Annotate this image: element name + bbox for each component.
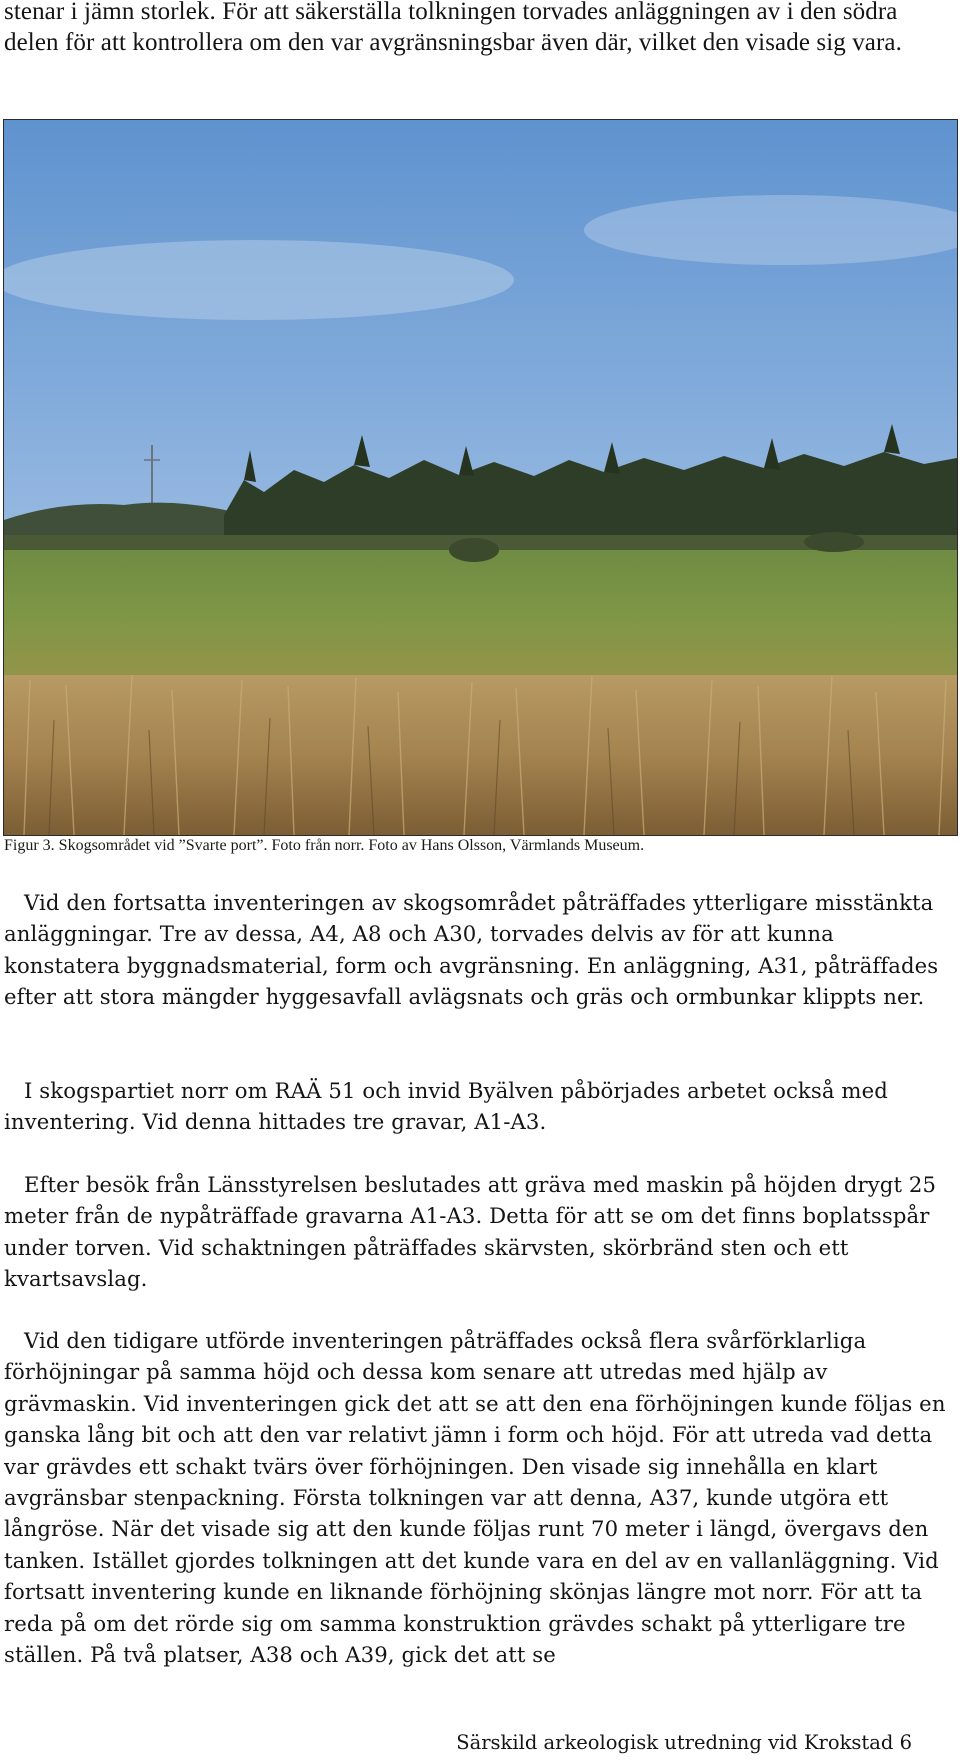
paragraph-intro: stenar i jämn storlek. För att säkerställa tolkningen torvades anläggningen av i den södra delen för att kontrollera om den var avgränsningsbar även där, vilket den visade sig vara. — [4, 0, 902, 56]
page-footer — [456, 1730, 912, 1756]
paragraph-1 — [4, 887, 949, 1013]
field-photograph — [3, 119, 958, 836]
figure-caption: Figur 3. Skogsområdet vid ”Svarte port”. Foto från norr. Foto av Hans Olsson, Värmlands Museum. — [4, 837, 645, 854]
paragraph-1-text: Vid den fortsatta inventeringen av skogsområdet påträffades ytterligare misstänkta anläggningar. Tre av dessa, A4, A8 och A30, torvades delvis av för att kunna konstatera byggnadsmaterial, form och avgränsning. En anläggning, A31, påträffades efter att stora mängder hyggesavfall avlägsnats och gräs och ormbunkar klippts ner. — [4, 890, 939, 1010]
paragraph-3 — [4, 1169, 949, 1295]
page-number: 6 — [899, 1731, 912, 1754]
paragraph-3-text: Efter besök från Länsstyrelsen beslutades att gräva med maskin på höjden drygt 25 meter från de nypåträffade gravarna A1-A3. Detta för att se om det finns boplatsspår under torven. Vid schaktningen påträffades skärvsten, skörbränd sten och ett kvartsavslag. — [4, 1172, 937, 1292]
paragraph-2-text: I skogspartiet norr om RAÄ 51 och invid Byälven påbörjades arbetet också med inventering. Vid denna hittades tre gravar, A1-A3. — [4, 1078, 888, 1135]
footer-title: Särskild arkeologisk utredning vid Krokstad — [456, 1731, 894, 1754]
paragraph-2 — [4, 1075, 949, 1138]
paragraph-4-text: Vid den tidigare utförde inventeringen påträffades också flera svårförklarliga förhöjningar på samma höjd och dessa kom senare att utredas med hjälp av grävmaskin. Vid inventeringen gick det att se att den ena förhöjningen kunde följas en ganska lång bit och att den var relativt jämn i form och höjd. För att utreda vad detta var grävdes ett schakt tvärs över förhöjningen. Den visade sig innehålla en klart avgränsbar stenpackning. Första tolkningen var att denna, A37, kunde utgöra ett långröse. När det visade sig att den kunde följas runt 70 meter i längd, övergavs den tanken. Istället gjordes tolkningen att det kunde vara en del av en vallanläggning. Vid fortsatt inventering kunde en liknande förhöjning skönjas längre mot norr. För att ta reda på om det rörde sig om samma konstruktion grävdes schakt på ytterligare tre ställen. På två platser, A38 och A39, gick det att se — [4, 1328, 946, 1668]
paragraph-4 — [4, 1325, 949, 1670]
